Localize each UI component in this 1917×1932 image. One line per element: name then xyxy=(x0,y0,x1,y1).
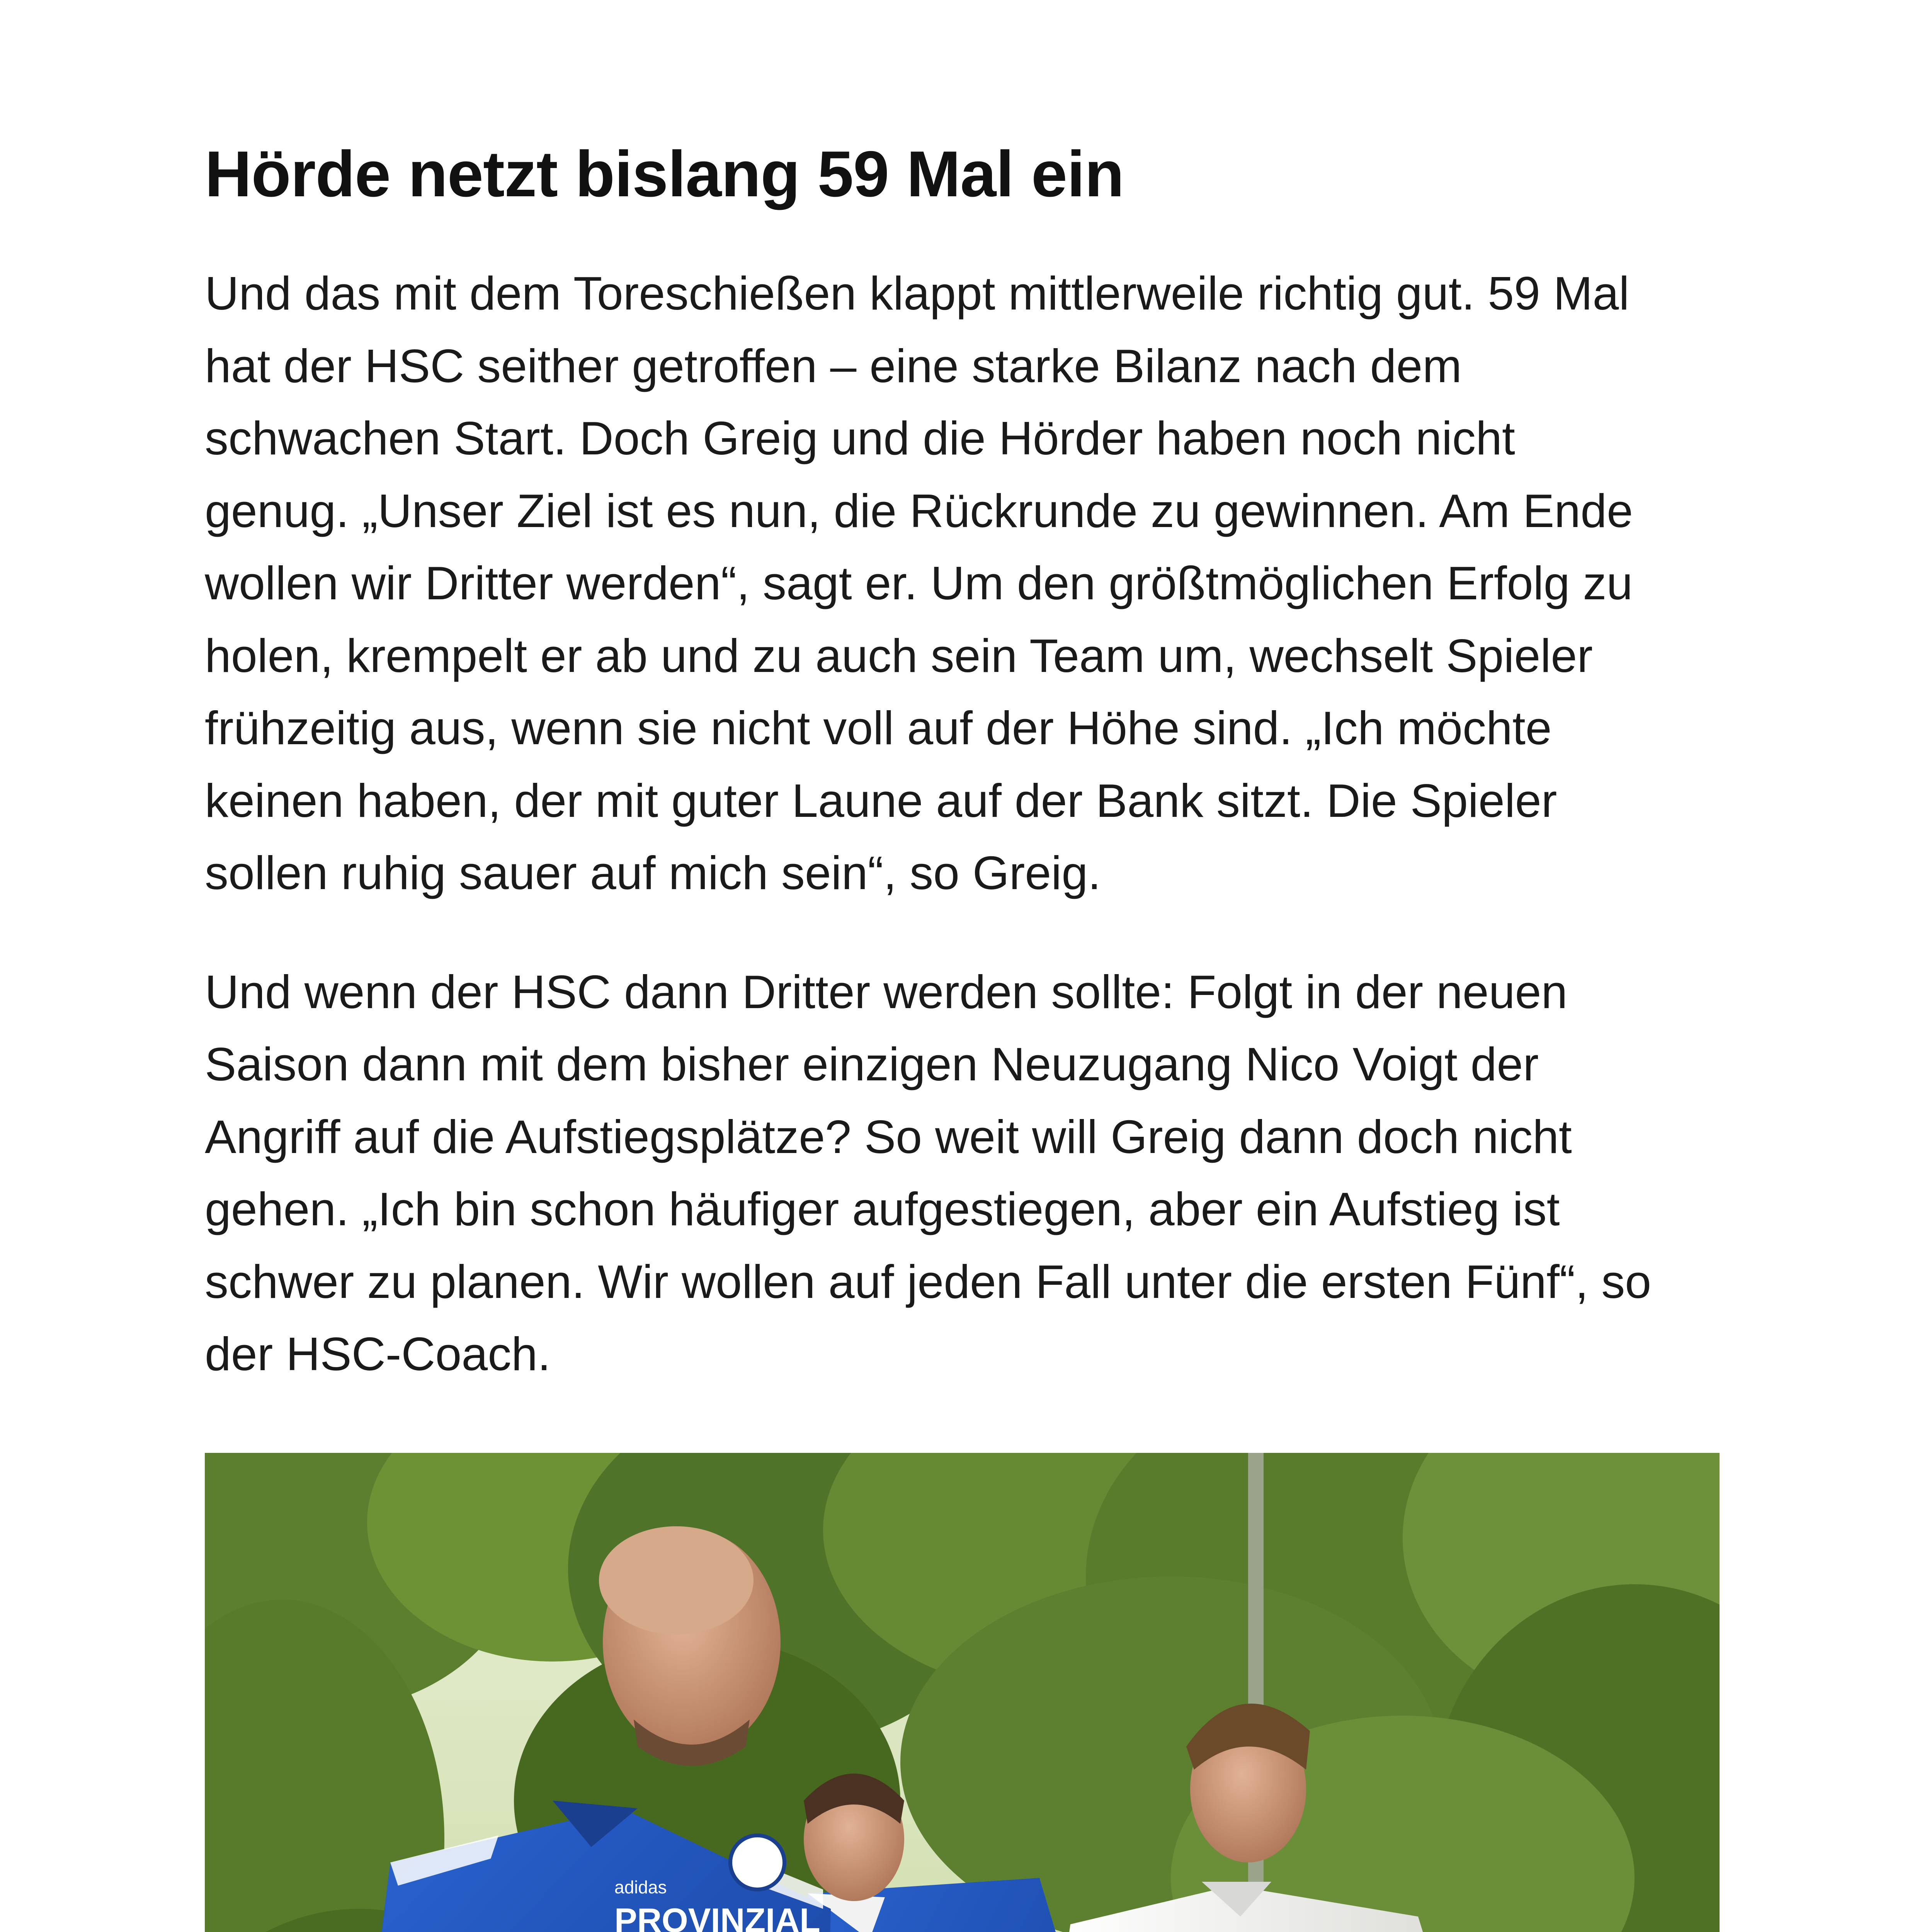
paragraph-line: keinen haben, der mit guter Laune auf der Bank sitzt. Die Spieler xyxy=(205,774,1557,827)
paragraph-line: schwer zu planen. Wir wollen auf jeden Fall unter die ersten Fünf“, so xyxy=(205,1255,1652,1308)
paragraph-line: gehen. „Ich bin schon häufiger aufgestiegen, aber ein Aufstieg ist xyxy=(205,1183,1560,1235)
paragraph-line: sollen ruhig sauer auf mich sein“, so Greig. xyxy=(205,847,1101,899)
paragraph-line: schwachen Start. Doch Greig und die Hörder haben noch nicht xyxy=(205,412,1515,464)
article-headline: Hörde netzt bislang 59 Mal ein xyxy=(205,138,1124,210)
paragraph-line: holen, krempelt er ab und zu auch sein Team um, wechselt Spieler xyxy=(205,629,1593,682)
paragraph-2 xyxy=(205,956,1720,1391)
paragraph-line: der HSC-Coach. xyxy=(205,1328,551,1380)
paragraph-line: Saison dann mit dem bisher einzigen Neuzugang Nico Voigt der xyxy=(205,1038,1539,1090)
paragraph-line: Angriff auf die Aufstiegsplätze? So weit will Greig dann doch nicht xyxy=(205,1110,1572,1163)
provinzial-sponsor-text: PROVINZIAL xyxy=(614,1901,820,1932)
paragraph-line: genug. „Unser Ziel ist es nun, die Rückrunde zu gewinnen. Am Ende xyxy=(205,484,1633,537)
paragraph-line: Und das mit dem Toreschießen klappt mittlerweile richtig gut. 59 Mal xyxy=(205,267,1630,320)
football-match-photo xyxy=(205,1453,1720,1932)
paragraph-line: frühzeitig aus, wenn sie nicht voll auf der Höhe sind. „Ich möchte xyxy=(205,702,1552,754)
paragraph-line: Und wenn der HSC dann Dritter werden sollte: Folgt in der neuen xyxy=(205,965,1568,1018)
article xyxy=(205,128,1720,1391)
paragraph-line: wollen wir Dritter werden“, sagt er. Um den größtmöglichen Erfolg zu xyxy=(205,557,1633,609)
adidas-logo-text: adidas xyxy=(614,1877,667,1897)
paragraph-1 xyxy=(205,257,1720,910)
article-photo xyxy=(205,1453,1720,1932)
paragraph-line: hat der HSC seither getroffen – eine starke Bilanz nach dem xyxy=(205,339,1462,392)
